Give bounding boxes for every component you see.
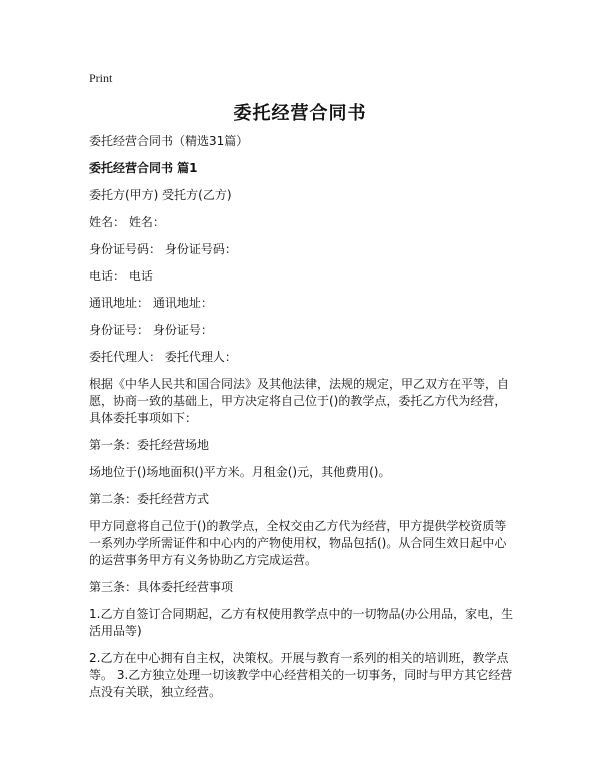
id-line: 身份证号： 身份证号： (89, 323, 213, 337)
article-1-text: 场地位于()场地面积()平方米。月租金()元，其他费用()。 (89, 465, 391, 479)
print-link[interactable]: Print (89, 71, 113, 85)
document-body (89, 133, 515, 701)
agent-line: 委托代理人： 委托代理人： (89, 350, 237, 364)
section-heading: 委托经营合同书 篇1 (89, 161, 198, 175)
party-line: 委托方(甲方) 受托方(乙方) (89, 188, 232, 202)
article-3-heading: 第三条：具体委托经营事项 (89, 580, 234, 594)
name-line: 姓名： 姓名： (89, 215, 165, 229)
id-number-line: 身份证号码： 身份证号码： (89, 242, 237, 256)
article-3-item-2-3: 2.乙方在中心拥有自主权，决策权。开展与教育一系列的相关的培训班，教学点等。 3.乙方独立处理一切该教学中心经营相关的一切事务，同时与甲方其它经营点没有关联，独立经营。 (89, 651, 513, 699)
document-subtitle: 委托经营合同书（精选31篇） (89, 134, 249, 148)
article-2-heading: 第二条：委托经营方式 (89, 492, 210, 506)
phone-line: 电话： 电话 (89, 269, 153, 283)
intro-paragraph: 根据《中华人民共和国合同法》及其他法律，法规的规定，甲乙双方在平等，自愿，协商一致的基础上，甲方决定将自己位于()的教学点，委托乙方代为经营，具体委托事项如下： (89, 377, 510, 425)
article-2-text: 甲方同意将自己位于()的教学点，全权交由乙方代为经营，甲方提供学校资质等一系列办学所需证件和中心内的产物使用权，物品包括()。从合同生效日起中心的运营事务甲方有义务协助乙方完成运营。 (89, 519, 507, 567)
address-line: 通讯地址： 通讯地址： (89, 296, 213, 310)
document-title: 委托经营合同书 (233, 103, 367, 124)
article-3-item-1: 1.乙方自签订合同期起，乙方有权使用教学点中的一切物品(办公用品，家电，生活用品等) (89, 607, 514, 638)
article-1-heading: 第一条：委托经营场地 (89, 438, 210, 452)
